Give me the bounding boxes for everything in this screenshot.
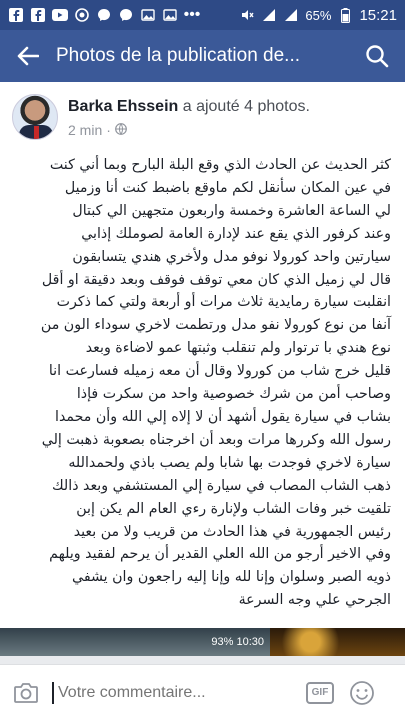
messenger-icon bbox=[96, 7, 112, 23]
image-icon bbox=[162, 7, 178, 23]
mute-icon bbox=[239, 7, 255, 23]
post-text-line: ذهب الشاب المصاب في سيارة إلي المستشفي وبعد ذالك bbox=[51, 477, 391, 494]
clock: 15:21 bbox=[359, 6, 397, 24]
post-text bbox=[14, 154, 391, 612]
post-text-line: تلقيت خبر وفات الشاب ولإنارة رءي العام الم يكن إبن bbox=[76, 500, 391, 517]
system-indicators bbox=[239, 7, 397, 24]
avatar[interactable] bbox=[12, 94, 58, 140]
thumbnail-status-text: 93% 10:30 bbox=[211, 636, 264, 648]
battery-icon bbox=[337, 7, 353, 23]
post-text-line: سيارتين واحد كورولا نوفو مدل ولأخري هندي يتسابقون bbox=[72, 248, 391, 265]
post-text-line: وصاحب أمن من شرك خصوصية واحد من سكرت فإذا bbox=[76, 386, 391, 403]
post-text-line: قليل خرج شاب من كورولا وقال أن معه زميله فسارعت انا bbox=[48, 363, 391, 380]
emoji-button[interactable] bbox=[348, 679, 376, 707]
status-bar bbox=[0, 0, 405, 30]
signal-icon bbox=[283, 7, 299, 23]
post-text-line: لي الساعة العاشرة وخمسة واربعون متجهين الي كبتال bbox=[72, 202, 391, 219]
back-button[interactable] bbox=[0, 30, 56, 82]
post-text-line: بشاب في سيارة يقول أشهد أن لا إلاه إلي الله وأن محمدا bbox=[55, 408, 391, 425]
post-text-line: ذويه الصبر وسلوان وإنا لله وإنا إليه راجعون وان يشفي bbox=[72, 569, 391, 586]
post-text-line: قال لي زميل الذي كان معي توقف فوقف وبعد دقيقة او أقل bbox=[41, 271, 391, 288]
photo-thumbnail[interactable] bbox=[270, 628, 405, 656]
emoji-icon bbox=[349, 680, 375, 706]
image-icon bbox=[140, 7, 156, 23]
more-dots-icon: ••• bbox=[183, 6, 201, 23]
search-icon bbox=[365, 44, 389, 68]
post-text-line: كثر الحديث عن الحادث الذي وقع البلة البارح وبما أني كنت bbox=[49, 157, 391, 173]
post-text-line: وفي الاخير أرجو من الله العلي القدير أن يرحم لفقيد ويلهم bbox=[49, 546, 391, 563]
camera-icon bbox=[13, 682, 39, 704]
post-header bbox=[12, 94, 392, 146]
facebook-icon bbox=[8, 7, 24, 23]
photo-strip[interactable] bbox=[0, 628, 405, 656]
post-text-line: رسول الله وكررها مرات وبعد أن اخرجناه بصعوبة ذهبت إلي bbox=[41, 431, 391, 448]
app-bar bbox=[0, 30, 405, 82]
post-text-line: انقلبت سيارة رمايدية ثلاث مرات أو أربعة ولتي كما ذكرت bbox=[56, 294, 391, 311]
globe-icon bbox=[115, 122, 127, 138]
post-text-line: وعند كرفور الذي يقع عند لإدارة العامة لصوملك إذابي bbox=[81, 225, 391, 242]
camera-button[interactable] bbox=[0, 665, 52, 720]
post-card bbox=[0, 82, 405, 656]
comment-bar bbox=[0, 664, 405, 720]
post-text-line: سيارة لاخري فوجدت بها شابا ولم يصب باذي ولحمدالله bbox=[68, 454, 391, 471]
search-button[interactable] bbox=[349, 30, 405, 82]
separator-dot: · bbox=[106, 122, 111, 138]
comment-input[interactable] bbox=[52, 682, 292, 704]
post-text-line: آنفا من نوع كورولا نفو مدل ورتطمت لاخري سوداء الون من bbox=[40, 317, 391, 334]
messenger-icon bbox=[118, 7, 134, 23]
photo-thumbnail[interactable] bbox=[0, 628, 270, 656]
post-timestamp[interactable]: 2 min bbox=[68, 122, 103, 138]
location-icon bbox=[74, 7, 90, 23]
post-text-line: نوع هندي با ترتوار ولم تنقلب وثبتها عمو لاضاءة وبعد bbox=[85, 340, 391, 357]
battery-percent: 65% bbox=[305, 7, 332, 23]
notification-icons bbox=[8, 7, 200, 23]
youtube-icon bbox=[52, 7, 68, 23]
page-title: Photos de la publication de... bbox=[56, 45, 301, 66]
arrow-left-icon bbox=[17, 46, 39, 66]
signal-icon bbox=[261, 7, 277, 23]
post-text-line: في عين المكان سأنقل لكم ماوقع باضبط كنت أنا وزميل bbox=[64, 179, 391, 196]
facebook-icon bbox=[30, 7, 46, 23]
gif-button[interactable]: GIF bbox=[306, 682, 334, 704]
post-meta bbox=[68, 122, 127, 138]
post-text-line: رئيس الجمهورية في هذا الحادث من قريب ولا من بعيد bbox=[73, 523, 391, 540]
author-name[interactable]: Barka Ehssein bbox=[68, 98, 179, 115]
post-action: a ajouté 4 photos. bbox=[182, 98, 310, 115]
author-line bbox=[68, 98, 310, 116]
post-text-line: الجرحي علي وجه السرعة bbox=[238, 592, 391, 609]
